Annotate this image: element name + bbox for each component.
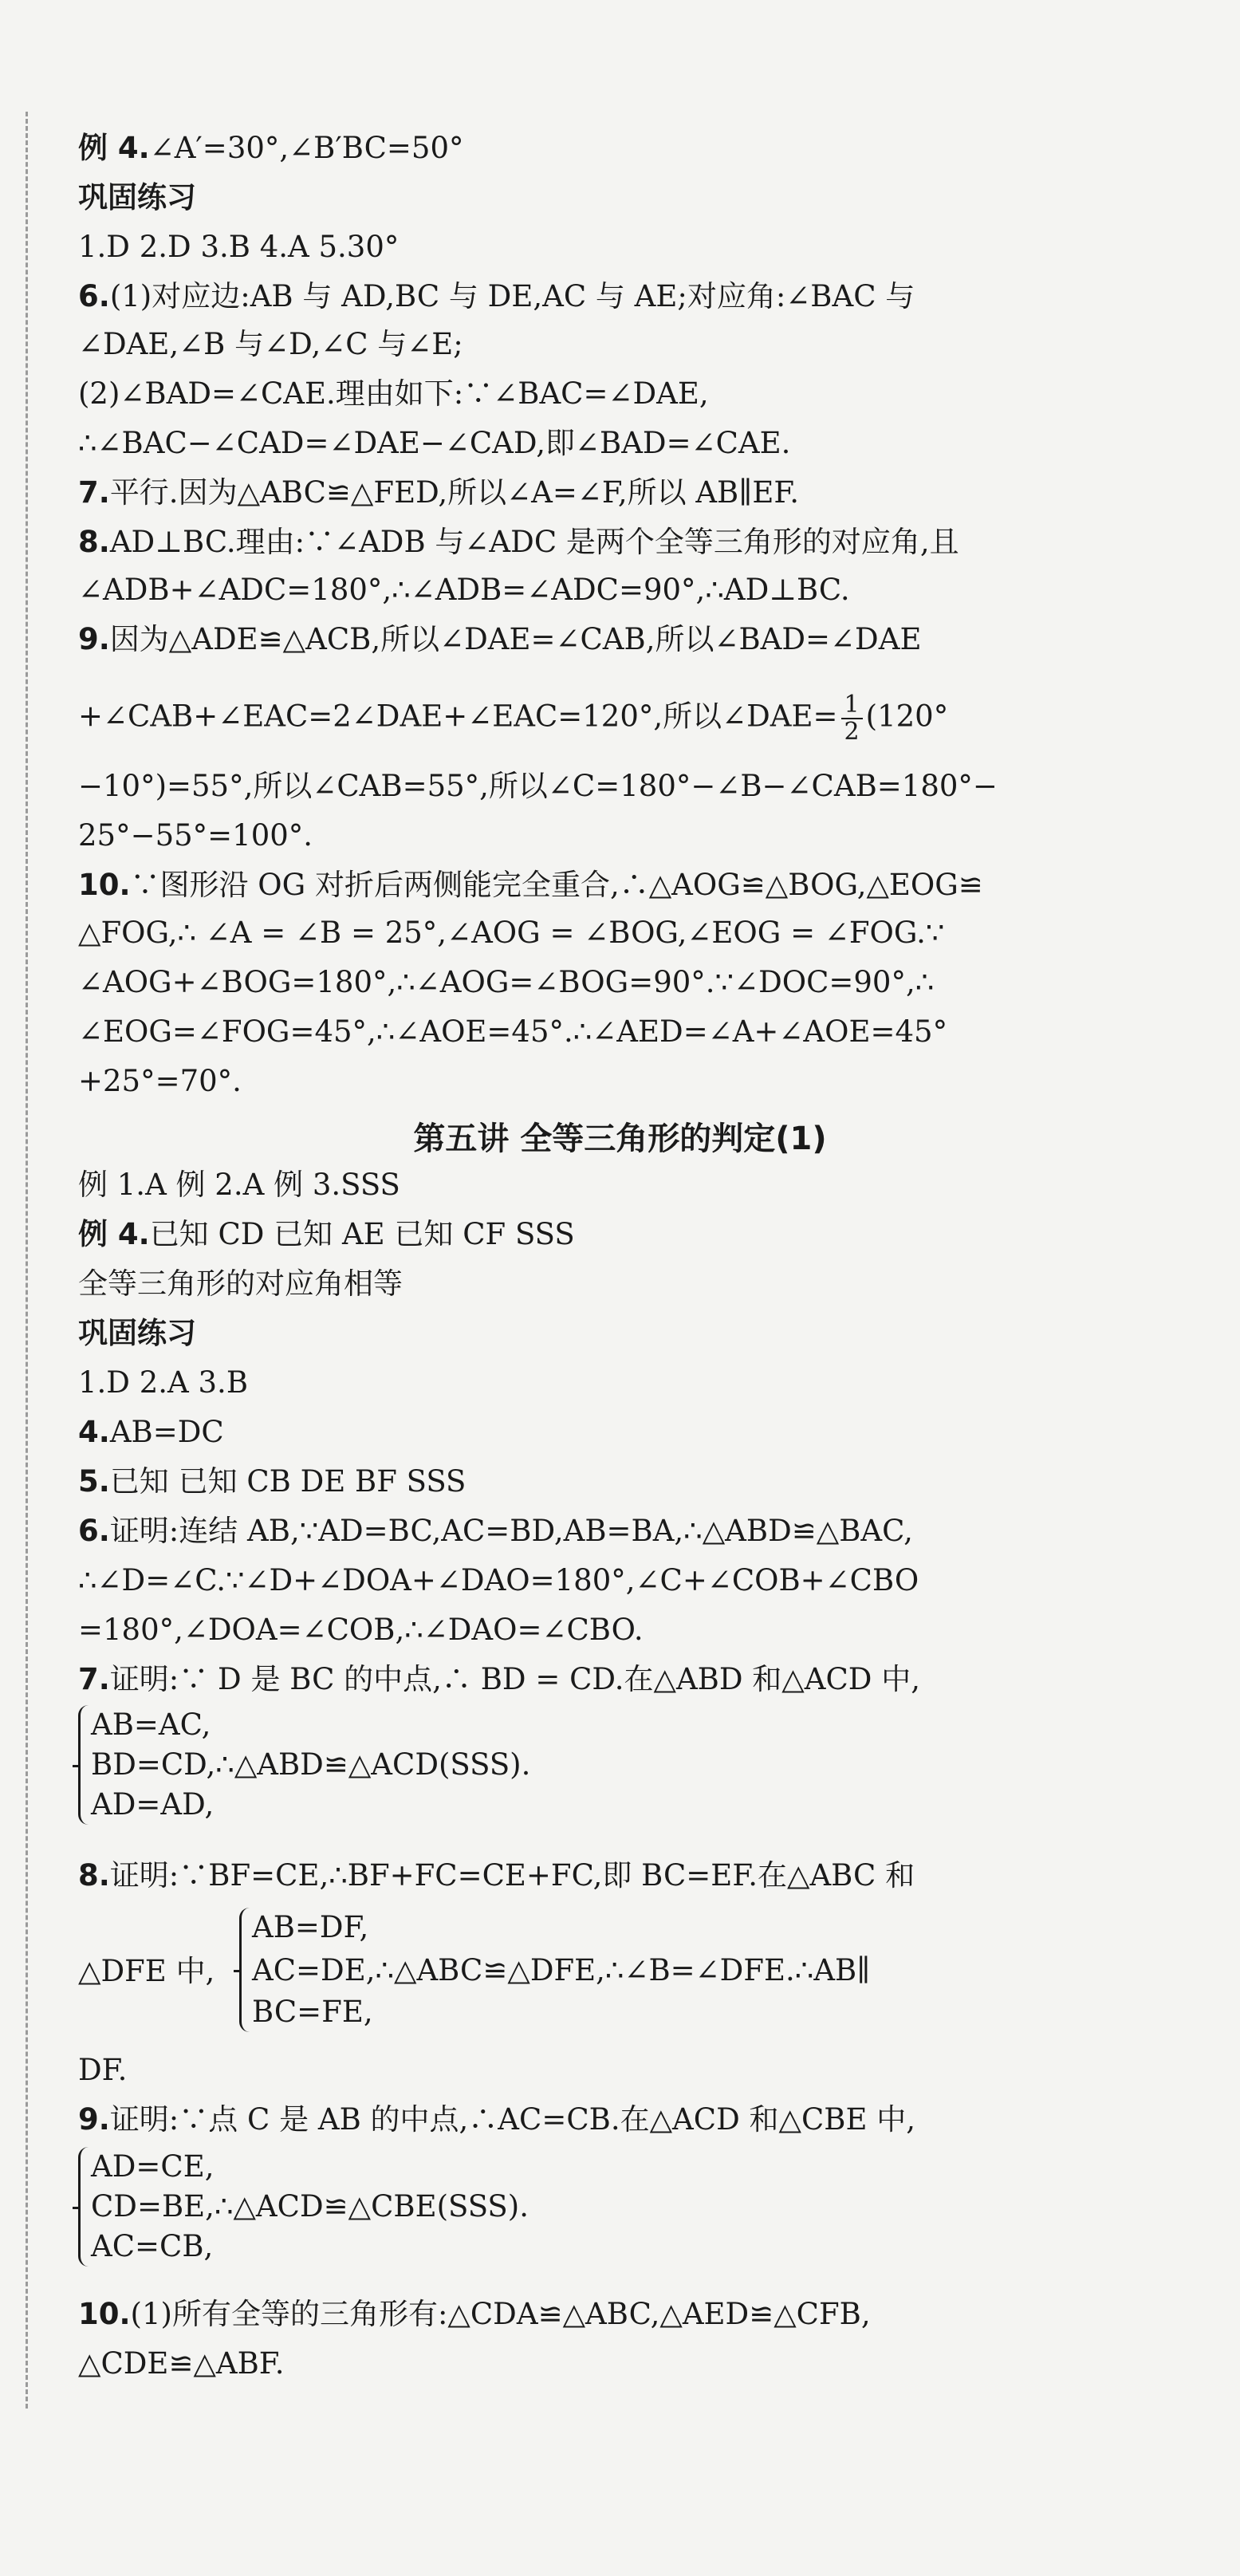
- line-q8: 8.AD⊥BC.理由:∵∠ADB 与∠ADC 是两个全等三角形的对应角,且: [78, 525, 959, 559]
- line-example-4: 例 4.∠A′=30°,∠B′BC=50°: [78, 131, 464, 165]
- line-q10-end: +25°=70°.: [78, 1064, 242, 1098]
- fraction-one-half: $\frac{1}{2}$: [841, 692, 863, 745]
- line-answers-1-5: 1.D 2.D 3.B 4.A 5.30°: [78, 230, 400, 264]
- line-q8-cont: ∠ADB+∠ADC=180°,∴∠ADB=∠ADC=90°,∴AD⊥BC.: [78, 573, 850, 607]
- brace-system-q8: [239, 1908, 1172, 2032]
- line-q6-b: 6.证明:连结 AB,∵AD=BC,AC=BD,AB=BA,∴△ABD≌△BAC,: [78, 1514, 913, 1548]
- section-label-consolidation: 巩固练习: [78, 180, 196, 215]
- line-examples-1-3: 例 1.A 例 2.A 例 3.SSS: [78, 1168, 400, 1202]
- left-brace: [78, 1705, 89, 1825]
- brace-row: CD=BE,∴△ACD≌△CBE(SSS).: [91, 2189, 529, 2223]
- brace-system-q7: [78, 1705, 1115, 1825]
- line-q6-part1: 6.(1)对应边:AB 与 AD,BC 与 DE,AC 与 AE;对应角:∠BAC 与: [78, 279, 915, 313]
- line-q7-b: 7.证明:∵ D 是 BC 的中点,∴ BD = CD.在△ABD 和△ACD 中,: [78, 1662, 920, 1696]
- brace-row: AB=DF,: [252, 1910, 369, 1944]
- line-q8-b-end: DF.: [78, 2053, 128, 2087]
- line-q9-b: 9.证明:∵点 C 是 AB 的中点,∴AC=CB.在△ACD 和△CBE 中,: [78, 2102, 915, 2137]
- line-q9-fraction: +∠CAB+∠EAC=2∠DAE+∠EAC=120°,所以∠DAE= $\frac{1}{2}$ (120°: [78, 691, 949, 746]
- line-q9-end: 25°−55°=100°.: [78, 818, 313, 853]
- line-q9-cont: −10°)=55°,所以∠CAB=55°,所以∠C=180°−∠B−∠CAB=180°−: [78, 769, 998, 803]
- line-answers-1-3: 1.D 2.A 3.B: [78, 1365, 249, 1400]
- line-q10-cont3: ∠EOG=∠FOG=45°,∴∠AOE=45°.∴∠AED=∠A+∠AOE=45°: [78, 1014, 948, 1049]
- line-example-4-note: 全等三角形的对应角相等: [78, 1266, 403, 1301]
- brace-row: AB=AC,: [91, 1707, 211, 1742]
- line-q10-b: 10.(1)所有全等的三角形有:△CDA≌△ABC,△AED≌△CFB,: [78, 2297, 871, 2331]
- brace-row: AD=CE,: [91, 2149, 215, 2184]
- line-example-4-b: 例 4.已知 CD 已知 AE 已知 CF SSS: [78, 1217, 575, 1251]
- line-q4-b: 4.AB=DC: [78, 1415, 224, 1449]
- left-brace: [239, 1908, 250, 2032]
- line-q9: 9.因为△ADE≌△ACB,所以∠DAE=∠CAB,所以∠BAD=∠DAE: [78, 622, 922, 656]
- brace-row: AD=AD,: [91, 1787, 215, 1822]
- line-q10-b-cont: △CDE≌△ABF.: [78, 2346, 285, 2381]
- line-q8-b: 8.证明:∵BF=CE,∴BF+FC=CE+FC,即 BC=EF.在△ABC 和: [78, 1858, 915, 1893]
- line-q6-part2: (2)∠BAD=∠CAE.理由如下:∵∠BAC=∠DAE,: [78, 376, 709, 411]
- brace-system-q9: [78, 2147, 1115, 2267]
- brace-row: AC=DE,∴△ABC≌△DFE,∴∠B=∠DFE.∴AB∥: [252, 1953, 871, 1987]
- brace-row: BC=FE,: [252, 1995, 373, 2029]
- line-q6-conclusion: ∴∠BAC−∠CAD=∠DAE−∠CAD,即∠BAD=∠CAE.: [78, 426, 791, 460]
- line-q10: 10.∵图形沿 OG 对折后两侧能完全重合,∴△AOG≌△BOG,△EOG≌: [78, 868, 983, 902]
- dashed-margin-rule: [26, 112, 28, 2409]
- left-brace: [78, 2147, 89, 2267]
- line-q7: 7.平行.因为△ABC≌△FED,所以∠A=∠F,所以 AB∥EF.: [78, 475, 800, 510]
- line-q10-cont2: ∠AOG+∠BOG=180°,∴∠AOG=∠BOG=90°.∵∠DOC=90°,∴: [78, 965, 935, 999]
- section-heading-lecture-5: 第五讲 全等三角形的判定(1): [413, 1121, 827, 1157]
- section-label-consolidation-2: 巩固练习: [78, 1316, 196, 1350]
- line-q8-b-prefix: △DFE 中,: [78, 1954, 215, 1988]
- line-q5-b: 5.已知 已知 CB DE BF SSS: [78, 1464, 466, 1499]
- line-q6-b-cont1: ∴∠D=∠C.∵∠D+∠DOA+∠DAO=180°,∠C+∠COB+∠CBO: [78, 1563, 919, 1597]
- line-q10-cont1: △FOG,∴ ∠A = ∠B = 25°,∠AOG = ∠BOG,∠EOG = ∠FOG.∵: [78, 916, 945, 950]
- brace-row: AC=CB,: [91, 2229, 214, 2263]
- line-q6-b-cont2: =180°,∠DOA=∠COB,∴∠DAO=∠CBO.: [78, 1613, 644, 1647]
- brace-row: BD=CD,∴△ABD≌△ACD(SSS).: [91, 1747, 531, 1782]
- line-q6-cont: ∠DAE,∠B 与∠D,∠C 与∠E;: [78, 327, 463, 361]
